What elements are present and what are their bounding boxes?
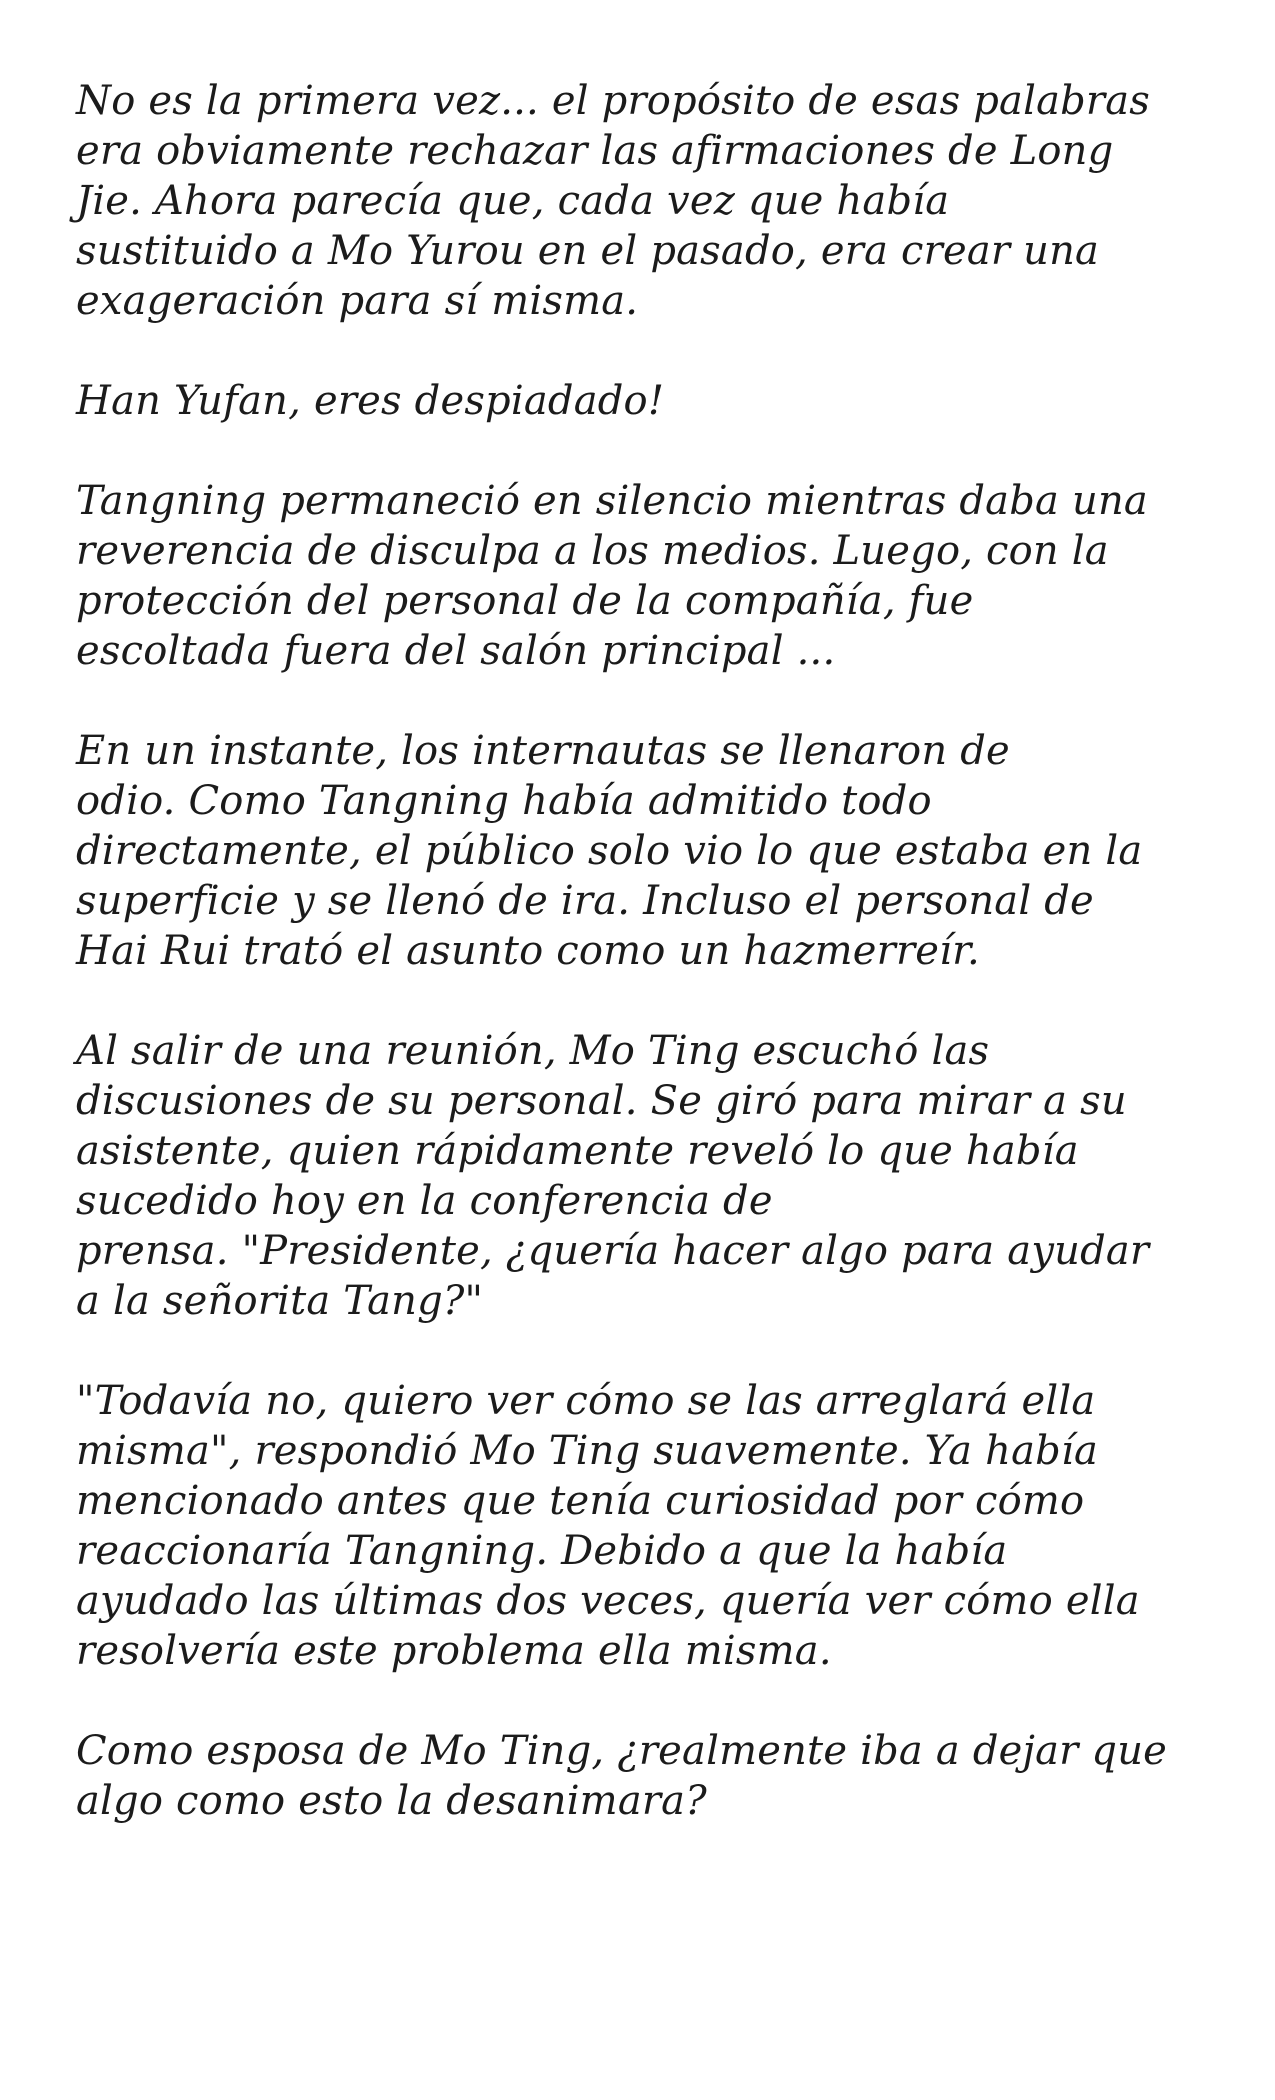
paragraph xyxy=(76,476,1226,676)
text-line: En un instante, los internautas se llenaron de xyxy=(76,728,1010,774)
text-line: algo como esto la desanimara? xyxy=(76,1778,707,1824)
text-line: Al salir de una reunión, Mo Ting escuchó las xyxy=(76,1028,990,1074)
paragraph xyxy=(76,1376,1226,1676)
text-line: odio. Como Tangning había admitido todo xyxy=(76,778,932,824)
text-line: reverencia de disculpa a los medios. Luego, con la xyxy=(76,528,1109,574)
paragraph xyxy=(76,726,1226,976)
text-line: Jie. Ahora parecía que, cada vez que había xyxy=(76,178,950,224)
text-line: misma", respondió Mo Ting suavemente. Ya había xyxy=(76,1428,1098,1474)
text-line: prensa. "Presidente, ¿quería hacer algo para ayudar xyxy=(76,1228,1150,1274)
text-line: a la señorita Tang?" xyxy=(76,1278,484,1324)
text-line: directamente, el público solo vio lo que estaba en la xyxy=(76,828,1143,874)
text-line: resolvería este problema ella misma. xyxy=(76,1628,832,1674)
text-line: ayudado las últimas dos veces, quería ver cómo ella xyxy=(76,1578,1140,1624)
text-line: asistente, quien rápidamente reveló lo que había xyxy=(76,1128,1079,1174)
paragraph xyxy=(76,376,1226,426)
text-line: reaccionaría Tangning. Debido a que la había xyxy=(76,1528,1008,1574)
text-line: Hai Rui trató el asunto como un hazmerreír. xyxy=(76,928,980,974)
text-line: sustituido a Mo Yurou en el pasado, era crear una xyxy=(76,228,1100,274)
text-line: exageración para sí misma. xyxy=(76,278,639,324)
text-line: escoltada fuera del salón principal ... xyxy=(76,628,836,674)
text-line: sucedido hoy en la conferencia de xyxy=(76,1178,773,1224)
text-line: superficie y se llenó de ira. Incluso el personal de xyxy=(76,878,1094,924)
text-line: Han Yufan, eres despiadado! xyxy=(76,378,665,424)
text-line: protección del personal de la compañía, fue xyxy=(76,578,974,624)
text-line: discusiones de su personal. Se giró para mirar a su xyxy=(76,1078,1127,1124)
text-line: "Todavía no, quiero ver cómo se las arreglará ella xyxy=(76,1378,1096,1424)
text-line: era obviamente rechazar las afirmaciones de Long xyxy=(76,128,1114,174)
paragraph xyxy=(76,1726,1226,1826)
paragraph xyxy=(76,1026,1226,1326)
paragraph xyxy=(76,76,1226,326)
text-line: No es la primera vez... el propósito de esas palabras xyxy=(76,78,1151,124)
text-line: Tangning permaneció en silencio mientras daba una xyxy=(76,478,1148,524)
text-line: Como esposa de Mo Ting, ¿realmente iba a dejar que xyxy=(76,1728,1168,1774)
text-line: mencionado antes que tenía curiosidad por cómo xyxy=(76,1478,1085,1524)
document-page xyxy=(76,76,1226,1826)
